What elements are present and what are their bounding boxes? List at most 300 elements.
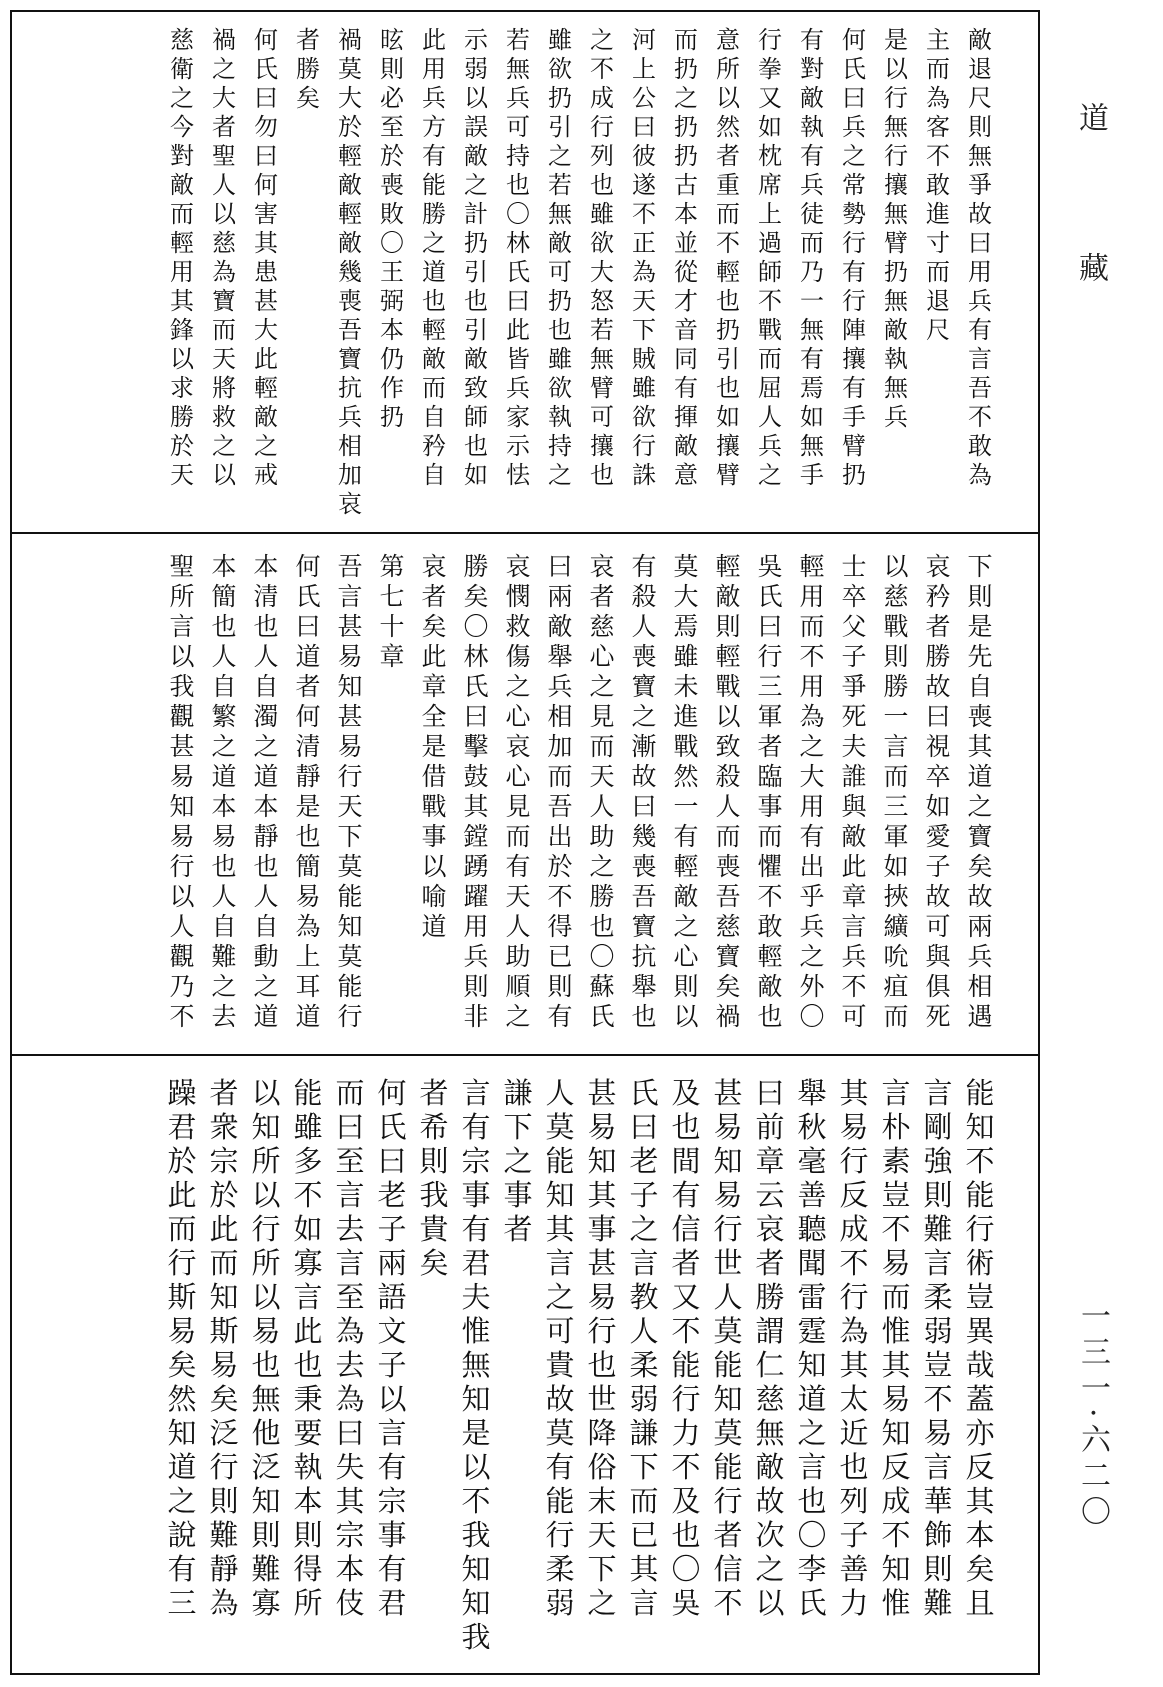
character: 進 — [673, 702, 699, 731]
character: 客 — [926, 113, 950, 141]
character: 易 — [169, 762, 195, 791]
character: 纊 — [883, 912, 909, 941]
character: 欲 — [590, 229, 614, 257]
character: 可 — [545, 1314, 575, 1348]
character: 之 — [755, 1552, 785, 1586]
character: 無 — [884, 113, 908, 141]
character: 子 — [839, 1518, 869, 1552]
character: 如 — [758, 113, 782, 141]
character: 寸 — [926, 229, 950, 257]
text-column — [332, 552, 368, 1042]
character: 視 — [925, 732, 951, 761]
character: 子 — [841, 642, 867, 671]
character: 求 — [170, 374, 194, 402]
character: 亦 — [965, 1416, 995, 1450]
text-column — [836, 552, 872, 1042]
character: 老 — [629, 1144, 659, 1178]
character: 軍 — [883, 822, 909, 851]
character: 三 — [757, 672, 783, 701]
character: 之 — [503, 1144, 533, 1178]
character: 能 — [545, 1144, 575, 1178]
character: 言 — [923, 1246, 953, 1280]
character: 氏 — [757, 582, 783, 611]
character: 無 — [800, 432, 824, 460]
character: 寶 — [631, 672, 657, 701]
character: 為 — [926, 84, 950, 112]
character: 矣 — [419, 1246, 449, 1280]
character: 言 — [923, 1450, 953, 1484]
character: 此 — [293, 1314, 323, 1348]
character: 知 — [461, 1552, 491, 1586]
character: 惟 — [881, 1314, 911, 1348]
character: 林 — [506, 229, 530, 257]
character: 勝 — [883, 672, 909, 701]
character: 易 — [713, 1178, 743, 1212]
character: 所 — [716, 55, 740, 83]
character: 愛 — [925, 822, 951, 851]
character: 手 — [800, 461, 824, 489]
character: 者 — [925, 612, 951, 641]
character: 他 — [251, 1416, 281, 1450]
character: 有 — [799, 822, 825, 851]
text-column — [962, 26, 998, 526]
character: 毫 — [797, 1144, 827, 1178]
character: 能 — [337, 882, 363, 911]
character: 失 — [335, 1450, 365, 1484]
character: 行 — [251, 1212, 281, 1246]
character: 此 — [841, 852, 867, 881]
character: 以 — [169, 642, 195, 671]
character: 傷 — [505, 642, 531, 671]
character: 不 — [461, 1484, 491, 1518]
character: 有 — [800, 26, 824, 54]
character: 以 — [251, 1076, 281, 1110]
character: 弱 — [923, 1314, 953, 1348]
character: 下 — [632, 316, 656, 344]
character: 心 — [589, 642, 615, 671]
character: 第 — [379, 552, 405, 581]
character: 有 — [377, 1552, 407, 1586]
character: 能 — [671, 1348, 701, 1382]
character: 不 — [839, 1246, 869, 1280]
character: 道 — [253, 762, 279, 791]
character: 道 — [295, 1002, 321, 1031]
character: 不 — [841, 972, 867, 1001]
character: 輕 — [757, 942, 783, 971]
character: 下 — [503, 1110, 533, 1144]
character: 慈 — [170, 26, 194, 54]
character: 故 — [967, 882, 993, 911]
character: 之 — [422, 229, 446, 257]
character: 欲 — [548, 55, 572, 83]
character: 矣 — [967, 852, 993, 881]
character: 雖 — [632, 374, 656, 402]
character: 也 — [464, 287, 488, 315]
character: 行 — [209, 1450, 239, 1484]
character: 臂 — [842, 432, 866, 460]
character: 順 — [505, 972, 531, 1001]
character: 故 — [631, 762, 657, 791]
character: 是 — [421, 732, 447, 761]
character: 以 — [212, 200, 236, 228]
character: 飾 — [923, 1518, 953, 1552]
character: 貴 — [419, 1212, 449, 1246]
character: 人 — [211, 642, 237, 671]
character: 言 — [169, 612, 195, 641]
character: 所 — [169, 582, 195, 611]
character: 之 — [505, 1002, 531, 1031]
character: 之 — [842, 142, 866, 170]
character: 誤 — [464, 113, 488, 141]
character: 雖 — [590, 200, 614, 228]
text-column — [794, 1076, 830, 1666]
character: 此 — [167, 1178, 197, 1212]
text-column — [584, 1076, 620, 1666]
character: 謙 — [629, 1416, 659, 1450]
character: 對 — [800, 55, 824, 83]
character: 衆 — [209, 1110, 239, 1144]
character: 〇 — [506, 200, 530, 228]
text-column — [374, 552, 410, 1042]
character: 此 — [421, 642, 447, 671]
character: 易 — [209, 1348, 239, 1382]
character: 所 — [251, 1144, 281, 1178]
character: 有 — [461, 1212, 491, 1246]
character: 為 — [335, 1382, 365, 1416]
text-column — [920, 552, 956, 1042]
character: 哀 — [505, 732, 531, 761]
character: 上 — [758, 200, 782, 228]
character: 下 — [337, 822, 363, 851]
character: 乃 — [169, 972, 195, 1001]
character: 則 — [547, 972, 573, 1001]
character: 也 — [211, 852, 237, 881]
character: 三 — [167, 1586, 197, 1620]
character: 之 — [799, 942, 825, 971]
character: 為 — [212, 258, 236, 286]
character: 慈 — [755, 1382, 785, 1416]
character: 才 — [674, 287, 698, 315]
character: 音 — [674, 316, 698, 344]
character: 人 — [715, 792, 741, 821]
character: 兩 — [967, 912, 993, 941]
character: 行 — [713, 1212, 743, 1246]
character: 本 — [293, 1484, 323, 1518]
character: 知 — [965, 1110, 995, 1144]
character: 人 — [589, 792, 615, 821]
character: 則 — [968, 113, 992, 141]
character: 若 — [506, 26, 530, 54]
character: 之 — [590, 26, 614, 54]
character: 兩 — [377, 1246, 407, 1280]
character: 一 — [883, 702, 909, 731]
character: 用 — [799, 792, 825, 821]
character: 相 — [967, 972, 993, 1001]
character: 與 — [841, 792, 867, 821]
character: 則 — [293, 1518, 323, 1552]
character: 輕 — [338, 142, 362, 170]
text-column — [290, 26, 326, 526]
character: 泛 — [251, 1450, 281, 1484]
character: 斯 — [209, 1314, 239, 1348]
character: 曰 — [506, 287, 530, 315]
character: 哉 — [965, 1348, 995, 1382]
character: 有 — [545, 1450, 575, 1484]
character: 道 — [211, 762, 237, 791]
text-column — [626, 26, 662, 526]
character: 舉 — [547, 642, 573, 671]
character: 慈 — [212, 229, 236, 257]
character: 相 — [338, 432, 362, 460]
character: 斯 — [167, 1280, 197, 1314]
character: 之 — [631, 702, 657, 731]
character: 彼 — [632, 142, 656, 170]
character: 下 — [967, 552, 993, 581]
character: 朴 — [881, 1110, 911, 1144]
character: 而 — [422, 374, 446, 402]
character: 之 — [545, 1280, 575, 1314]
character: 天 — [589, 762, 615, 791]
character: 次 — [755, 1518, 785, 1552]
character: 寶 — [212, 287, 236, 315]
character: 莫 — [338, 55, 362, 83]
character: 子 — [925, 852, 951, 881]
character: 吳 — [757, 552, 783, 581]
character: 者 — [757, 732, 783, 761]
character: 戰 — [715, 672, 741, 701]
character: 也 — [293, 1348, 323, 1382]
text-column — [290, 1076, 326, 1666]
character: 豈 — [965, 1280, 995, 1314]
character: 能 — [713, 1450, 743, 1484]
character: 作 — [380, 374, 404, 402]
character: 行 — [632, 432, 656, 460]
character: 有 — [968, 316, 992, 344]
character: 者 — [503, 1212, 533, 1246]
character: 臂 — [716, 461, 740, 489]
character: 方 — [422, 113, 446, 141]
character: 扔 — [380, 403, 404, 431]
text-column — [668, 26, 704, 526]
character: 言 — [629, 1586, 659, 1620]
character: 不 — [547, 882, 573, 911]
character: 無 — [884, 287, 908, 315]
character: 而 — [629, 1484, 659, 1518]
character: 有 — [842, 258, 866, 286]
character: 賊 — [632, 345, 656, 373]
character: 強 — [923, 1144, 953, 1178]
character: 也 — [253, 852, 279, 881]
character: 有 — [800, 345, 824, 373]
character: 扔 — [548, 84, 572, 112]
character: 下 — [587, 1552, 617, 1586]
character: 觀 — [169, 702, 195, 731]
character: 乎 — [799, 882, 825, 911]
character: 曰 — [547, 552, 573, 581]
character: 知 — [587, 1144, 617, 1178]
text-column — [374, 26, 410, 526]
character: 焉 — [673, 612, 699, 641]
character: 自 — [253, 912, 279, 941]
character: 輕 — [422, 316, 446, 344]
character: 其 — [335, 1484, 365, 1518]
character: 已 — [629, 1518, 659, 1552]
character: 一 — [800, 287, 824, 315]
character: 用 — [422, 55, 446, 83]
character: 不 — [713, 1586, 743, 1620]
character: 至 — [380, 113, 404, 141]
character: 助 — [589, 822, 615, 851]
character: 氏 — [797, 1586, 827, 1620]
text-column — [164, 26, 200, 526]
character: 行 — [842, 287, 866, 315]
character: 徒 — [800, 200, 824, 228]
character: 有 — [673, 822, 699, 851]
character: 至 — [335, 1280, 365, 1314]
character: 而 — [800, 229, 824, 257]
character: 慈 — [883, 582, 909, 611]
character: 矣 — [965, 1552, 995, 1586]
character: 曰 — [757, 612, 783, 641]
character: 敵 — [338, 171, 362, 199]
character: 可 — [841, 1002, 867, 1031]
character: 則 — [419, 1144, 449, 1178]
character: 不 — [293, 1178, 323, 1212]
character: 於 — [209, 1178, 239, 1212]
character: 術 — [965, 1246, 995, 1280]
character: 用 — [170, 258, 194, 286]
character: 借 — [421, 762, 447, 791]
character: 不 — [881, 1212, 911, 1246]
character: 救 — [212, 403, 236, 431]
character: 者 — [421, 582, 447, 611]
character: 反 — [839, 1178, 869, 1212]
character: 見 — [505, 792, 531, 821]
character: 七 — [379, 582, 405, 611]
character: 是 — [461, 1416, 491, 1450]
character: 氏 — [506, 258, 530, 286]
character: 言 — [883, 732, 909, 761]
character: 敵 — [464, 142, 488, 170]
character: 士 — [841, 552, 867, 581]
character: 難 — [211, 942, 237, 971]
character: 甚 — [713, 1076, 743, 1110]
character: 也 — [631, 1002, 657, 1031]
character: 行 — [545, 1518, 575, 1552]
character: 之 — [548, 461, 572, 489]
character: 不 — [757, 882, 783, 911]
character: 降 — [587, 1416, 617, 1450]
character: 間 — [671, 1144, 701, 1178]
character: 宗 — [335, 1518, 365, 1552]
text-column — [458, 26, 494, 526]
character: 能 — [713, 1348, 743, 1382]
character: 也 — [716, 287, 740, 315]
character: 憫 — [505, 582, 531, 611]
character: 寡 — [251, 1586, 281, 1620]
text-column — [500, 26, 536, 526]
character: 無 — [251, 1382, 281, 1416]
character: 勝 — [170, 403, 194, 431]
character: 能 — [337, 972, 363, 1001]
character: 吾 — [715, 882, 741, 911]
character: 敵 — [800, 84, 824, 112]
character: 扔 — [716, 316, 740, 344]
character: 無 — [800, 316, 824, 344]
character: 仍 — [380, 345, 404, 373]
character: 勝 — [296, 55, 320, 83]
character: 如 — [925, 792, 951, 821]
character: 知 — [251, 1484, 281, 1518]
character: 雖 — [548, 26, 572, 54]
character: 欲 — [548, 374, 572, 402]
character: 者 — [212, 113, 236, 141]
character: 心 — [505, 702, 531, 731]
character: 何 — [295, 702, 321, 731]
text-column — [416, 1076, 452, 1666]
character: 其 — [967, 732, 993, 761]
character: 文 — [377, 1314, 407, 1348]
character: 成 — [881, 1484, 911, 1518]
character: 莫 — [337, 942, 363, 971]
character: 力 — [671, 1416, 701, 1450]
character: 敵 — [674, 432, 698, 460]
text-panel-top — [12, 26, 1038, 526]
character: 林 — [463, 642, 489, 671]
character: 道 — [797, 1382, 827, 1416]
character: 謂 — [755, 1314, 785, 1348]
character: 何 — [377, 1076, 407, 1110]
character: 反 — [881, 1450, 911, 1484]
character: 善 — [797, 1178, 827, 1212]
character: 者 — [755, 1246, 785, 1280]
character: 知 — [713, 1144, 743, 1178]
character: 教 — [629, 1280, 659, 1314]
text-column — [416, 26, 452, 526]
character: 攘 — [590, 432, 614, 460]
character: 之 — [464, 171, 488, 199]
character: 及 — [671, 1076, 701, 1110]
character: 知 — [881, 1552, 911, 1586]
character: 擊 — [463, 732, 489, 761]
character: 霆 — [797, 1314, 827, 1348]
character: 要 — [293, 1416, 323, 1450]
page-margin — [1048, 10, 1148, 1675]
character: 君 — [377, 1586, 407, 1620]
character: 曰 — [629, 1110, 659, 1144]
character: 剛 — [923, 1110, 953, 1144]
character: 一 — [673, 792, 699, 821]
character: 無 — [548, 200, 572, 228]
character: 疽 — [883, 972, 909, 1001]
character: 鏜 — [463, 822, 489, 851]
character: 不 — [965, 1144, 995, 1178]
character: 遂 — [632, 171, 656, 199]
text-panel-middle — [12, 552, 1038, 1042]
character: 矜 — [422, 432, 446, 460]
text-column — [878, 26, 914, 526]
character: 禍 — [338, 26, 362, 54]
character: 陣 — [842, 316, 866, 344]
character: 不 — [716, 229, 740, 257]
character: 本 — [335, 1552, 365, 1586]
character: 曰 — [755, 1076, 785, 1110]
character: 雷 — [797, 1280, 827, 1314]
character: 以 — [421, 852, 447, 881]
character: 自 — [422, 461, 446, 489]
text-column — [584, 552, 620, 1042]
character: 人 — [253, 882, 279, 911]
